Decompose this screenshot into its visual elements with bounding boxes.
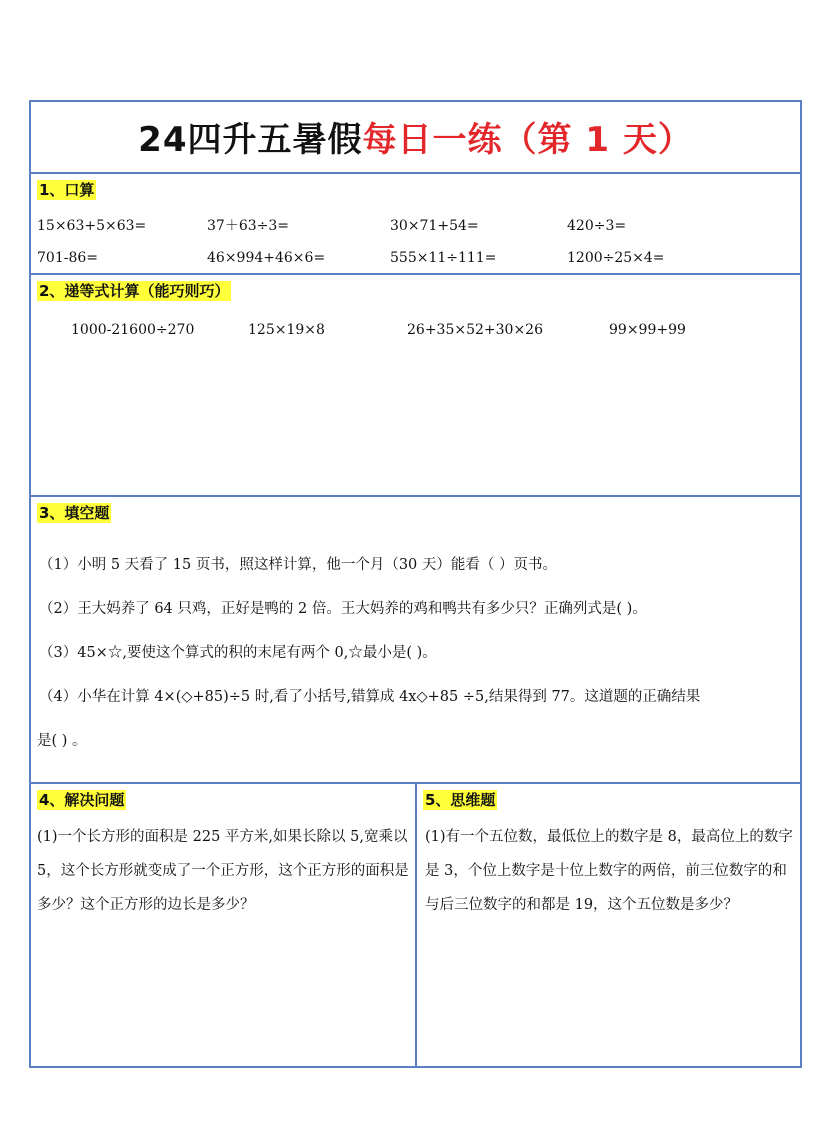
thinking-text: (1)有一个五位数，最低位上的数字是 8，最高位上的数字是 3，个位上数字是十位上数字的两倍，前三位数字的和与后三位数字的和都是 19，这个五位数是多少？ (425, 829, 793, 913)
worksheet (29, 100, 802, 1068)
fill-question-2: （2）王大妈养了 64 只鸡，正好是鸭的 2 倍。王大妈养的鸡和鸭共有多少只？正确列式是( )。 (39, 601, 647, 617)
step-calc-item: 26+35×52+30×26 (407, 322, 543, 338)
mental-item: 555×11÷111= (390, 250, 497, 266)
title-row (31, 102, 800, 172)
title-part-red: 每日一练（第 1 天） (362, 120, 693, 160)
fill-question-1: （1）小明 5 天看了 15 页书，照这样计算，他一个月（30 天）能看（ ）页书。 (39, 557, 558, 573)
section3-heading: 3、填空题 (39, 504, 110, 522)
mental-item: 30×71+54= (390, 218, 479, 234)
bottom-sections (31, 782, 800, 1068)
section4-heading: 4、解决问题 (39, 791, 125, 809)
section5-heading: 5、思维题 (425, 791, 496, 809)
fill-question-4-line2: 是( ) 。 (37, 733, 87, 749)
mental-item: 46×994+46×6= (207, 250, 326, 266)
mental-item: 37＋63÷3= (207, 218, 289, 234)
page-title (31, 112, 800, 161)
mental-item: 15×63+5×63= (37, 218, 147, 234)
section1-heading: 1、口算 (39, 181, 95, 199)
step-calc-item: 99×99+99 (609, 322, 686, 338)
step-calc-item: 1000-21600÷270 (71, 322, 195, 338)
fill-question-4-line1: （4）小华在计算 4×(◇+85)÷5 时,看了小括号,错算成 4x◇+85 ÷5,结果得到 77。这道题的正确结果 (39, 689, 701, 705)
mental-item: 1200÷25×4= (567, 250, 665, 266)
section-thinking (417, 784, 800, 1068)
section-fill-in-blank (31, 495, 800, 782)
mental-item: 701-86= (37, 250, 98, 266)
section-problem-solving (31, 784, 417, 1068)
problem-text: (1)一个长方形的面积是 225 平方米,如果长除以 5,宽乘以 5，这个长方形就变成了一个正方形，这个正方形的面积是多少？这个正方形的边长是多少？ (37, 829, 409, 913)
title-part-black: 24四升五暑假 (138, 120, 363, 160)
fill-question-3: （3）45×☆,要使这个算式的积的末尾有两个 0,☆最小是( )。 (39, 645, 437, 661)
section2-heading: 2、递等式计算（能巧则巧） (39, 282, 230, 300)
mental-item: 420÷3= (567, 218, 627, 234)
step-calc-item: 125×19×8 (248, 322, 325, 338)
section-mental-math (31, 172, 800, 273)
section-step-calculation (31, 273, 800, 495)
